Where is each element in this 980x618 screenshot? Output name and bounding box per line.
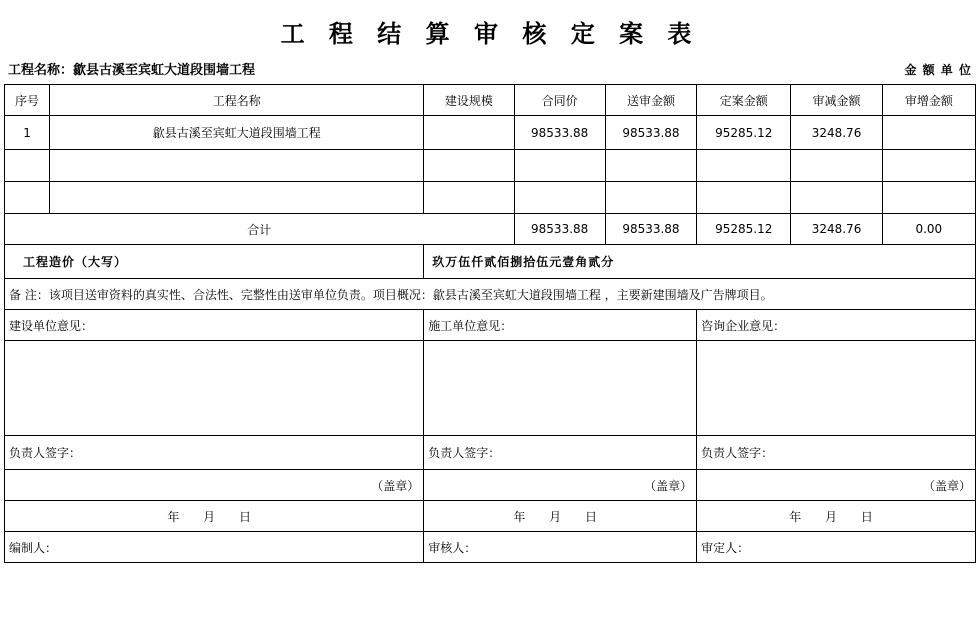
table-row bbox=[5, 182, 976, 214]
project-name-line bbox=[8, 59, 255, 78]
signature-label-consultant: 负责人签字： bbox=[697, 436, 976, 470]
page-title: 工 程 结 算 审 核 定 案 表 bbox=[280, 20, 700, 48]
note-text: 该项目送审资料的真实性、合法性、完整性由送审单位负责。项目概况：歙县古溪至宾虹大道段围墙工程 ，主要新建围墙及广告牌项目。 bbox=[48, 287, 773, 302]
cell-contract bbox=[514, 150, 605, 182]
total-label: 合计 bbox=[5, 214, 515, 245]
seal-row bbox=[5, 470, 976, 501]
total-contract: 98533.88 bbox=[514, 214, 605, 245]
opinion-title-construction: 建设单位意见： bbox=[5, 310, 424, 341]
note-cell bbox=[5, 279, 976, 310]
footer-reviewer: 审核人： bbox=[424, 532, 697, 563]
total-increased: 0.00 bbox=[882, 214, 975, 245]
table-total-row bbox=[5, 214, 976, 245]
cell-submitted bbox=[605, 150, 696, 182]
date-row bbox=[5, 501, 976, 532]
cell-submitted bbox=[605, 182, 696, 214]
opinion-title-row bbox=[5, 310, 976, 341]
table-row bbox=[5, 150, 976, 182]
date-line-contractor: 年 月 日 bbox=[424, 501, 697, 532]
footer-approver: 审定人： bbox=[697, 532, 976, 563]
column-header-no: 序号 bbox=[5, 85, 50, 116]
cell-scale bbox=[424, 182, 514, 214]
cell-reduced bbox=[791, 150, 882, 182]
column-header-contract: 合同价 bbox=[514, 85, 605, 116]
column-header-reduced: 审减金额 bbox=[791, 85, 882, 116]
amount-in-words-row bbox=[5, 245, 976, 279]
column-header-final: 定案金额 bbox=[697, 85, 791, 116]
date-line-construction: 年 月 日 bbox=[5, 501, 424, 532]
footer-row bbox=[5, 532, 976, 563]
cell-final: 95285.12 bbox=[697, 116, 791, 150]
cell-final bbox=[697, 150, 791, 182]
cell-increased bbox=[882, 182, 975, 214]
cell-reduced bbox=[791, 182, 882, 214]
opinion-body-row bbox=[5, 341, 976, 436]
total-reduced: 3248.76 bbox=[791, 214, 882, 245]
amount-in-words-value: 玖万伍仟贰佰捌拾伍元壹角贰分 bbox=[424, 245, 976, 279]
cell-submitted: 98533.88 bbox=[605, 116, 696, 150]
cell-increased bbox=[882, 150, 975, 182]
settlement-table bbox=[4, 84, 976, 563]
footer-preparer: 编制人： bbox=[5, 532, 424, 563]
opinion-body-contractor bbox=[424, 341, 697, 436]
cell-no bbox=[5, 182, 50, 214]
table-header-row bbox=[5, 85, 976, 116]
seal-label-consultant: （盖章） bbox=[697, 470, 976, 501]
cell-contract: 98533.88 bbox=[514, 116, 605, 150]
seal-label-construction: （盖章） bbox=[5, 470, 424, 501]
cell-scale bbox=[424, 116, 514, 150]
seal-label-contractor: （盖章） bbox=[424, 470, 697, 501]
opinion-title-contractor: 施工单位意见： bbox=[424, 310, 697, 341]
signature-label-construction: 负责人签字： bbox=[5, 436, 424, 470]
total-submitted: 98533.88 bbox=[605, 214, 696, 245]
amount-unit-label: 金 额 单 位 bbox=[904, 63, 972, 77]
column-header-submitted: 送审金额 bbox=[605, 85, 696, 116]
signature-row bbox=[5, 436, 976, 470]
cell-scale bbox=[424, 150, 514, 182]
date-line-consultant: 年 月 日 bbox=[697, 501, 976, 532]
cell-reduced: 3248.76 bbox=[791, 116, 882, 150]
cell-name bbox=[50, 182, 424, 214]
cell-no bbox=[5, 150, 50, 182]
table-row bbox=[5, 116, 976, 150]
column-header-scale: 建设规模 bbox=[424, 85, 514, 116]
note-row bbox=[5, 279, 976, 310]
amount-in-words-label: 工程造价（大写） bbox=[5, 245, 424, 279]
cell-no: 1 bbox=[5, 116, 50, 150]
document-subheader bbox=[0, 59, 980, 84]
column-header-name: 工程名称 bbox=[50, 85, 424, 116]
project-name-label: 工程名称： bbox=[8, 63, 74, 78]
project-name-value: 歙县古溪至宾虹大道段围墙工程 bbox=[73, 63, 256, 78]
opinion-title-consultant: 咨询企业意见： bbox=[697, 310, 976, 341]
total-final: 95285.12 bbox=[697, 214, 791, 245]
note-label: 备 注： bbox=[9, 287, 49, 302]
opinion-body-construction bbox=[5, 341, 424, 436]
column-header-increased: 审增金额 bbox=[882, 85, 975, 116]
opinion-body-consultant bbox=[697, 341, 976, 436]
cell-increased bbox=[882, 116, 975, 150]
cell-contract bbox=[514, 182, 605, 214]
cell-name: 歙县古溪至宾虹大道段围墙工程 bbox=[50, 116, 424, 150]
cell-final bbox=[697, 182, 791, 214]
signature-label-contractor: 负责人签字： bbox=[424, 436, 697, 470]
cell-name bbox=[50, 150, 424, 182]
